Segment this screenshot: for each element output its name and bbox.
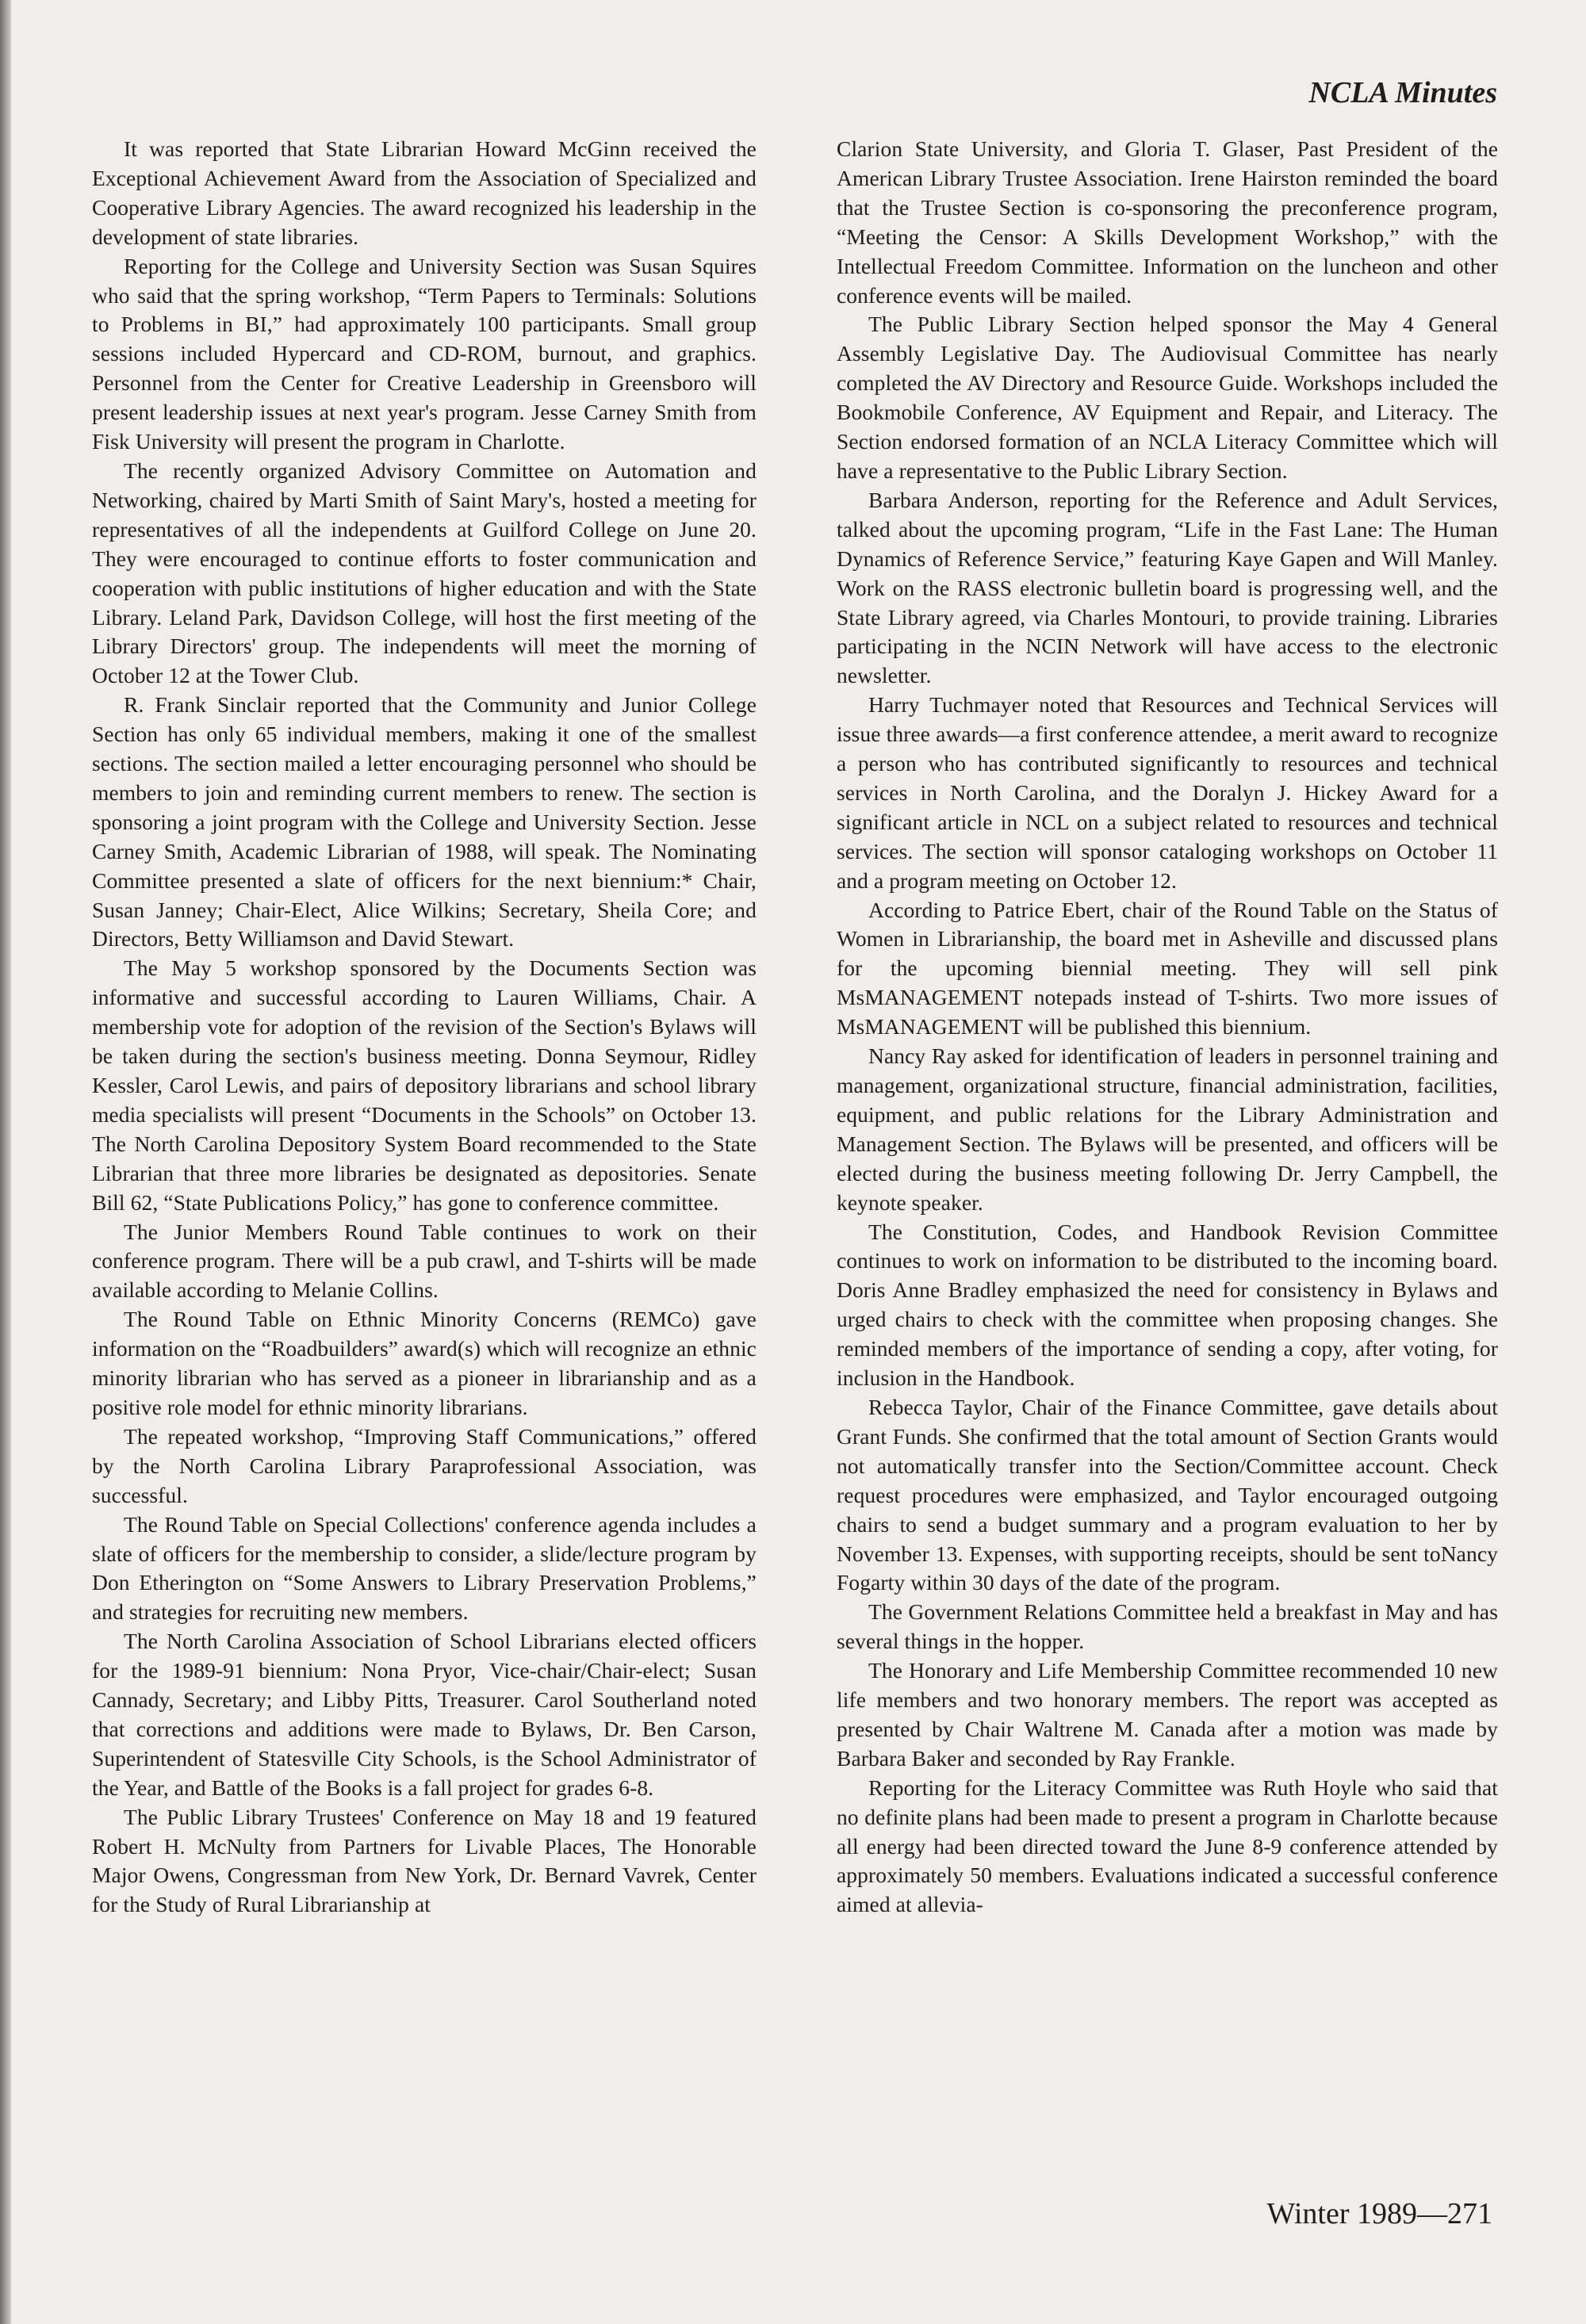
paragraph: Harry Tuchmayer noted that Resources and Technical Services will issue three awards—a first conference attendee, a merit award to recognize a person who has contributed significantly to resources and technical services in North Carolina, and the Doralyn J. Hickey Award for a significant article in NCL on a subject related to resources and technical services. The section will sponsor cataloging workshops on October 11 and a program meeting on October 12. <box>837 692 1498 893</box>
paragraph: The May 5 workshop sponsored by the Documents Section was informative and successful according to Lauren Williams, Chair. A membership vote for adoption of the revision of the Section's Bylaws will be taken during the section's business meeting. Donna Seymour, Ridley Kessler, Carol Lewis, and pairs of depository librarians and school library media specialists will present “Documents in the Schools” on October 13. The North Carolina Depository System Board recommended to the State Librarian that three more libraries be designated as depositories. Senate Bill 62, “State Publications Policy,” has gone to conference committee. <box>92 955 757 1215</box>
paragraph: The repeated workshop, “Improving Staff Communications,” offered by the North Carolina Library Paraprofessional Association, was successful. <box>92 1423 757 1507</box>
paragraph: The Public Library Trustees' Conference on May 18 and 19 featured Robert H. McNulty from Partners for Livable Places, The Honorable Major Owens, Congressman from New York, Dr. Bernard Vavrek, Center for the Study of Rural Librarianship at <box>92 1804 757 1917</box>
paragraph: The North Carolina Association of School Librarians elected officers for the 1989-91 biennium: Nona Pryor, Vice-chair/Chair-elect; Susan Cannady, Secretary; and Libby Pitts, Treasurer. Carol Southerland noted that corrections and additions were made to Bylaws, Dr. Ben Carson, Superintendent of Statesville City Schools, is the School Administrator of the Year, and Battle of the Books is a fall project for grades 6-8. <box>92 1629 757 1800</box>
paragraph: The Junior Members Round Table continues to work on their conference program. There will be a pub crawl, and T-shirts will be made available according to Melanie Collins. <box>92 1219 757 1303</box>
right-column <box>837 135 1498 1920</box>
paragraph: Rebecca Taylor, Chair of the Finance Committee, gave details about Grant Funds. She confirmed that the total amount of Section Grants would not automatically transfer into the Section/Committee account. Check request procedures were emphasized, and Taylor encouraged outgoing chairs to send a budget summary and a program evaluation to her by November 13. Expenses, with supporting receipts, should be sent toNancy Fogarty within 30 days of the date of the program. <box>837 1394 1498 1595</box>
paragraph: The recently organized Advisory Committee on Automation and Networking, chaired by Marti Smith of Saint Mary's, hosted a meeting for representatives of all the independents at Guilford College on June 20. They were encouraged to continue efforts to foster communication and cooperation with public institutions of higher education and with the State Library. Leland Park, Davidson College, will host the first meeting of the Library Directors' group. The independents will meet the morning of October 12 at the Tower Club. <box>92 458 757 688</box>
paragraph: The Government Relations Committee held a breakfast in May and has several things in the hopper. <box>837 1599 1498 1654</box>
paragraph: Reporting for the College and University Section was Susan Squires who said that the spring workshop, “Term Papers to Terminals: Solutions to Problems in BI,” had approximately 100 participants. Small group sessions included Hypercard and CD-ROM, burnout, and graphics. Personnel from the Center for Creative Leadership in Greensboro will present leadership issues at next year's program. Jesse Carney Smith from Fisk University will present the program in Charlotte. <box>92 253 757 454</box>
page-binding-edge <box>0 0 11 2324</box>
paragraph: The Round Table on Special Collections' conference agenda includes a slate of officers for the membership to consider, a slide/lecture program by Don Etherington on “Some Answers to Library Preservation Problems,” and strategies for recruiting new members. <box>92 1511 757 1625</box>
paragraph: The Round Table on Ethnic Minority Concerns (REMCo) gave information on the “Roadbuilders” award(s) which will recognize an ethnic minority librarian who has served as a pioneer in librarianship and as a positive role model for ethnic minority librarians. <box>92 1307 757 1419</box>
running-header: NCLA Minutes <box>1308 76 1497 109</box>
paragraph: It was reported that State Librarian Howard McGinn received the Exceptional Achievement Award from the Association of Specialized and Cooperative Library Agencies. The award recognized his leadership in the development of state libraries. <box>92 136 757 249</box>
paragraph: Reporting for the Literacy Committee was Ruth Hoyle who said that no definite plans had been made to present a program in Charlotte because all energy had been directed toward the June 8-9 conference attended by approximately 50 members. Evaluations indicated a successful conference aimed at allevia- <box>837 1775 1498 1917</box>
paragraph: R. Frank Sinclair reported that the Community and Junior College Section has only 65 individual members, making it one of the smallest sections. The section mailed a letter encouraging personnel who should be members to join and reminding current members to renew. The section is sponsoring a joint program with the College and University Section. Jesse Carney Smith, Academic Librarian of 1988, will speak. The Nominating Committee presented a slate of officers for the next biennium:* Chair, Susan Janney; Chair-Elect, Alice Wilkins; Secretary, Sheila Core; and Directors, Betty Williamson and David Stewart. <box>92 692 757 951</box>
paragraph: Nancy Ray asked for identification of leaders in personnel training and management, organizational structure, financial administration, facilities, equipment, and public relations for the Library Administration and Management Section. The Bylaws will be presented, and officers will be elected during the business meeting following Dr. Jerry Campbell, the keynote speaker. <box>837 1043 1498 1215</box>
paragraph: The Public Library Section helped sponsor the May 4 General Assembly Legislative Day. The Audiovisual Committee has nearly completed the AV Directory and Resource Guide. Workshops included the Bookmobile Conference, AV Equipment and Repair, and Literacy. The Section endorsed formation of an NCLA Literacy Committee which will have a representative to the Public Library Section. <box>837 312 1498 483</box>
paragraph-continued: Clarion State University, and Gloria T. Glaser, Past President of the American Library Trustee Association. Irene Hairston reminded the board that the Trustee Section is co-sponsoring the preconference program, “Meeting the Censor: A Skills Development Workshop,” with the Intellectual Freedom Committee. Information on the luncheon and other conference events will be mailed. <box>837 136 1498 308</box>
left-column <box>92 135 757 1920</box>
paragraph: The Honorary and Life Membership Committee recommended 10 new life members and two honorary members. The report was accepted as presented by Chair Waltrene M. Canada after a motion was made by Barbara Baker and seconded by Ray Frankle. <box>837 1658 1498 1771</box>
paragraph: According to Patrice Ebert, chair of the Round Table on the Status of Women in Librarianship, the board met in Asheville and discussed plans for the upcoming biennial meeting. They will sell pink MsMANAGEMENT notepads instead of T-shirts. Two more issues of MsMANAGEMENT will be published this biennium. <box>837 897 1498 1039</box>
paragraph: The Constitution, Codes, and Handbook Revision Committee continues to work on information to be distributed to the incoming board. Doris Anne Bradley emphasized the need for consistency in Bylaws and urged chairs to check with the committee when proposing changes. She reminded members of the importance of sending a copy, after voting, for inclusion in the Handbook. <box>837 1219 1498 1391</box>
paragraph: Barbara Anderson, reporting for the Reference and Adult Services, talked about the upcoming program, “Life in the Fast Lane: The Human Dynamics of Reference Service,” featuring Kaye Gapen and Will Manley. Work on the RASS electronic bulletin board is progressing well, and the State Library agreed, via Charles Montouri, to provide training. Libraries participating in the NCIN Network will have access to the electronic newsletter. <box>837 487 1498 688</box>
page-footer: Winter 1989—271 <box>1266 2197 1492 2230</box>
